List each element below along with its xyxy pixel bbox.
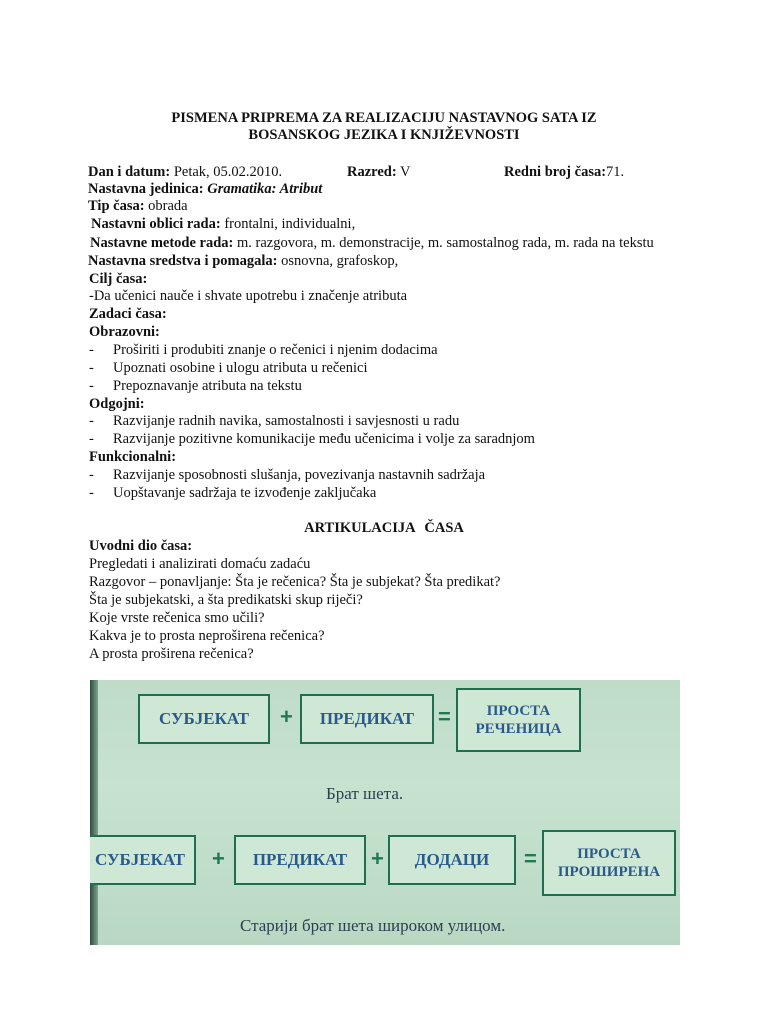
- extended-sentence-box: [542, 830, 676, 896]
- class-value: V: [396, 164, 411, 180]
- date-field: [88, 164, 282, 181]
- result-line1: ПРОСТА: [486, 703, 551, 719]
- plus-sign: +: [371, 846, 384, 871]
- goal-label: Cilj časa:: [89, 271, 148, 287]
- teaching-aids-field: [88, 253, 398, 270]
- list-bullet: -: [89, 360, 94, 376]
- teaching-methods-field: [90, 235, 654, 252]
- lesson-number-label: Redni broj časa:: [504, 164, 607, 180]
- list-item: Upoznati osobine i ulogu atributa u rečenici: [113, 360, 368, 376]
- teaching-unit-value: Gramatika: Atribut: [207, 181, 323, 197]
- goal-value: -Da učenici nauče i shvate upotrebu i značenje atributa: [89, 288, 408, 304]
- date-value: Petak, 05.02.2010.: [170, 164, 283, 180]
- articulation-line: A prosta proširena rečenica?: [89, 646, 254, 662]
- articulation-line: Šta je subjekatski, a šta predikatski skup riječi?: [89, 592, 363, 608]
- functional-tasks-label: Funkcionalni:: [89, 449, 177, 465]
- page-edge-shadow: [90, 680, 98, 945]
- predicate-box-label: ПРЕДИКАТ: [252, 850, 348, 869]
- list-item: Razvijanje sposobnosti slušanja, povezivanja nastavnih sadržaja: [113, 467, 486, 483]
- plus-sign: +: [212, 846, 225, 871]
- subject-box: [90, 835, 196, 885]
- additions-box-label: ДОДАЦИ: [414, 850, 490, 869]
- articulation-line: Pregledati i analizirati domaću zadaću: [89, 556, 311, 572]
- subject-box: [138, 694, 270, 744]
- equals-sign: =: [438, 704, 451, 729]
- result-line2: ПРОШИРЕНА: [557, 864, 661, 880]
- equals-sign: =: [524, 846, 537, 871]
- additions-box: [388, 835, 516, 885]
- list-bullet: -: [89, 467, 94, 483]
- list-item: Prepoznavanje atributa na tekstu: [113, 378, 302, 394]
- list-bullet: -: [89, 413, 94, 429]
- articulation-line: Kakva je to prosta neproširena rečenica?: [89, 628, 325, 644]
- list-item: Uopštavanje sadržaja te izvođenje zaključaka: [113, 485, 377, 501]
- teaching-forms-label: Nastavni oblici rada:: [91, 216, 221, 232]
- example-sentence: Брат шета.: [326, 784, 404, 803]
- articulation-heading: ARTIKULACIJA ČASA: [304, 520, 464, 536]
- teaching-unit-label: Nastavna jedinica:: [88, 181, 204, 197]
- list-bullet: -: [89, 485, 94, 501]
- lesson-number-field: [504, 164, 624, 181]
- textbook-image: [90, 680, 680, 945]
- document-title-line2: BOSANSKOG JEZIKA I KNJIŽEVNOSTI: [248, 127, 520, 143]
- teaching-unit-field: [88, 181, 322, 198]
- lesson-type-label: Tip časa:: [88, 198, 145, 214]
- teaching-methods-label: Nastavne metode rada:: [90, 235, 234, 251]
- class-field: [347, 164, 411, 181]
- lesson-type-value: obrada: [144, 198, 188, 214]
- list-bullet: -: [89, 431, 94, 447]
- list-item: Razvijanje radnih navika, samostalnosti i savjesnosti u radu: [113, 413, 460, 429]
- result-line2: РЕЧЕНИЦА: [475, 721, 562, 737]
- predicate-box: [300, 694, 434, 744]
- subject-box-label: СУБЈЕКАТ: [158, 709, 250, 728]
- class-label: Razred:: [347, 164, 397, 180]
- lesson-number-value: 71.: [606, 164, 625, 180]
- teaching-methods-value: m. razgovora, m. demonstracije, m. samostalnog rada, m. rada na tekstu: [233, 235, 654, 251]
- simple-sentence-box: [456, 688, 581, 752]
- list-bullet: -: [89, 378, 94, 394]
- list-item: Razvijanje pozitivne komunikacije među učenicima i volje za saradnjom: [113, 431, 535, 447]
- result-line1: ПРОСТА: [577, 846, 641, 862]
- date-label: Dan i datum:: [88, 164, 171, 180]
- teaching-aids-label: Nastavna sredstva i pomagala:: [88, 253, 278, 269]
- plus-sign: +: [280, 704, 293, 729]
- predicate-box-label: ПРЕДИКАТ: [319, 709, 415, 728]
- lesson-type-field: [88, 198, 188, 215]
- articulation-line: Koje vrste rečenica smo učili?: [89, 610, 265, 626]
- predicate-box: [234, 835, 366, 885]
- list-bullet: -: [89, 342, 94, 358]
- upbringing-tasks-label: Odgojni:: [89, 396, 145, 412]
- articulation-line: Razgovor – ponavljanje: Šta je rečenica? Šta je subjekat? Šta predikat?: [89, 574, 501, 590]
- teaching-forms-field: [91, 216, 355, 233]
- intro-part-label: Uvodni dio časa:: [89, 538, 193, 554]
- subject-box-label: СУБЈЕКАТ: [94, 850, 186, 869]
- teaching-forms-value: frontalni, individualni,: [220, 216, 356, 232]
- example-sentence: Старији брат шета широком улицом.: [240, 916, 506, 935]
- teaching-aids-value: osnovna, grafoskop,: [277, 253, 399, 269]
- educational-tasks-label: Obrazovni:: [89, 324, 160, 340]
- tasks-label: Zadaci časa:: [89, 306, 167, 322]
- document-title-line1: PISMENA PRIPREMA ZA REALIZACIJU NASTAVNOG SATA IZ: [171, 110, 597, 126]
- list-item: Proširiti i produbiti znanje o rečenici i njenim dodacima: [113, 342, 438, 358]
